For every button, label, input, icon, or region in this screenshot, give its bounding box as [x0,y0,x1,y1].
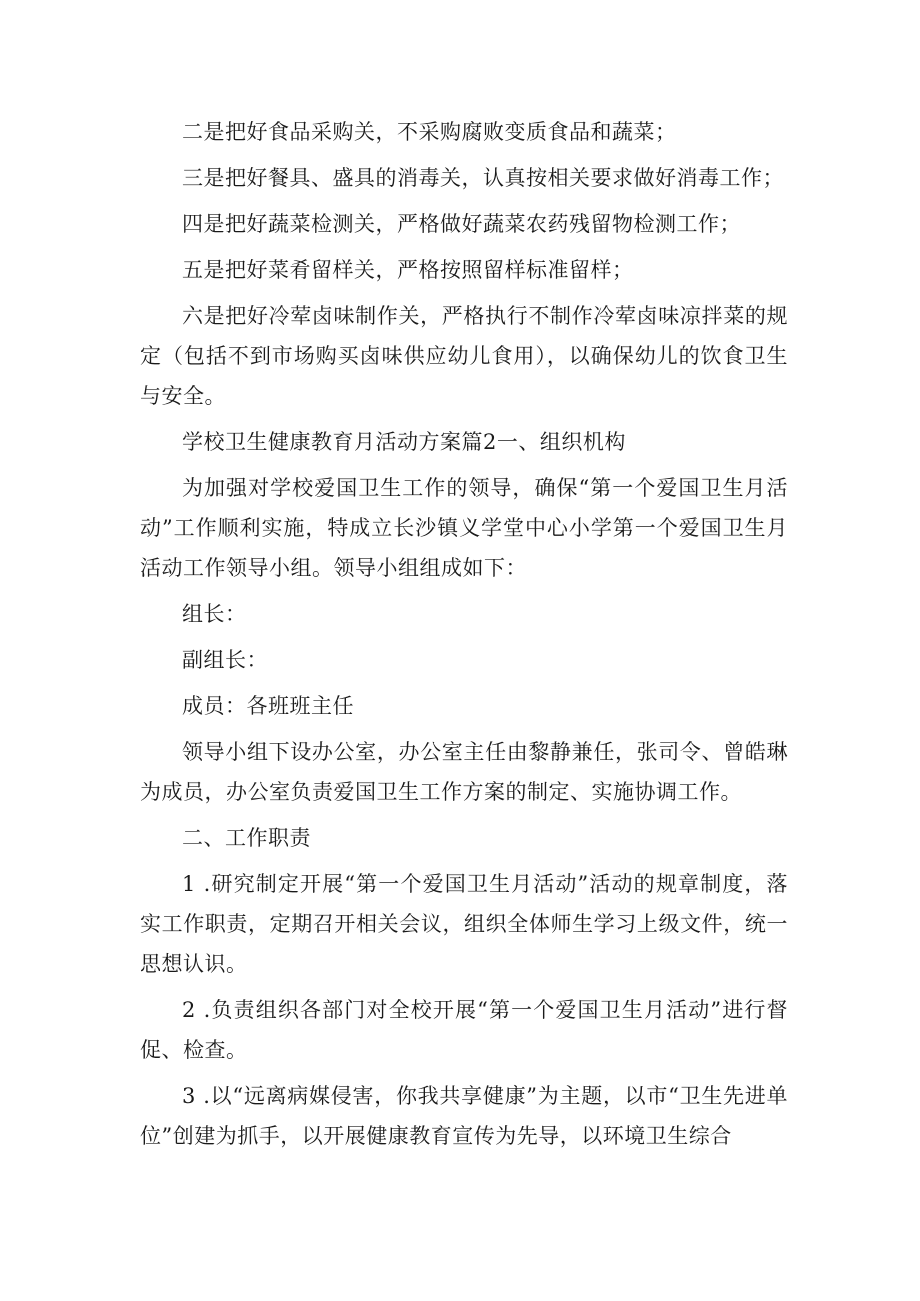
document-body [140,112,788,1156]
section-heading-duties: 二、工作职责 [182,826,311,850]
paragraph-duty-1: 1 .研究制定开展“第一个爱国卫生月活动”活动的规章制度，落实工作职责，定期召开相关会议，组织全体师生学习上级文件，统一思想认识。 [140,872,788,976]
paragraph-deputy-leader: 副组长： [182,648,268,672]
paragraph-duty-2: 2 .负责组织各部门对全校开展“第一个爱国卫生月活动”进行督促、检查。 [140,998,788,1062]
paragraph-sample-retention: 五是把好菜肴留样关，严格按照留样标准留样； [182,258,634,282]
paragraph-office: 领导小组下设办公室，办公室主任由黎静兼任，张司令、曾皓琳为成员，办公室负责爱国卫生工作方案的制定、实施协调工作。 [140,740,788,804]
paragraph-cold-dishes: 六是把好冷荤卤味制作关，严格执行不制作冷荤卤味凉拌菜的规定（包括不到市场购买卤味供应幼儿食用），以确保幼儿的饮食卫生与安全。 [140,304,788,408]
section-heading-organization: 学校卫生健康教育月活动方案篇2一、组织机构 [182,430,626,454]
paragraph-procurement: 二是把好食品采购关，不采购腐败变质食品和蔬菜； [182,120,677,144]
paragraph-group-leader: 组长： [182,602,247,626]
paragraph-members: 成员：各班班主任 [182,694,354,718]
paragraph-vegetable-testing: 四是把好蔬菜检测关，严格做好蔬菜农药残留物检测工作； [182,212,741,236]
paragraph-duty-3: 3 .以“远离病媒侵害，你我共享健康”为主题，以市“卫生先进单位”创建为抓手，以开展健康教育宣传为先导，以环境卫生综合 [140,1084,788,1148]
paragraph-leadership-group: 为加强对学校爱国卫生工作的领导，确保“第一个爱国卫生月活动”工作顺利实施，特成立长沙镇义学堂中心小学第一个爱国卫生月活动工作领导小组。领导小组组成如下： [140,476,788,580]
paragraph-disinfection: 三是把好餐具、盛具的消毒关，认真按相关要求做好消毒工作； [182,166,784,190]
